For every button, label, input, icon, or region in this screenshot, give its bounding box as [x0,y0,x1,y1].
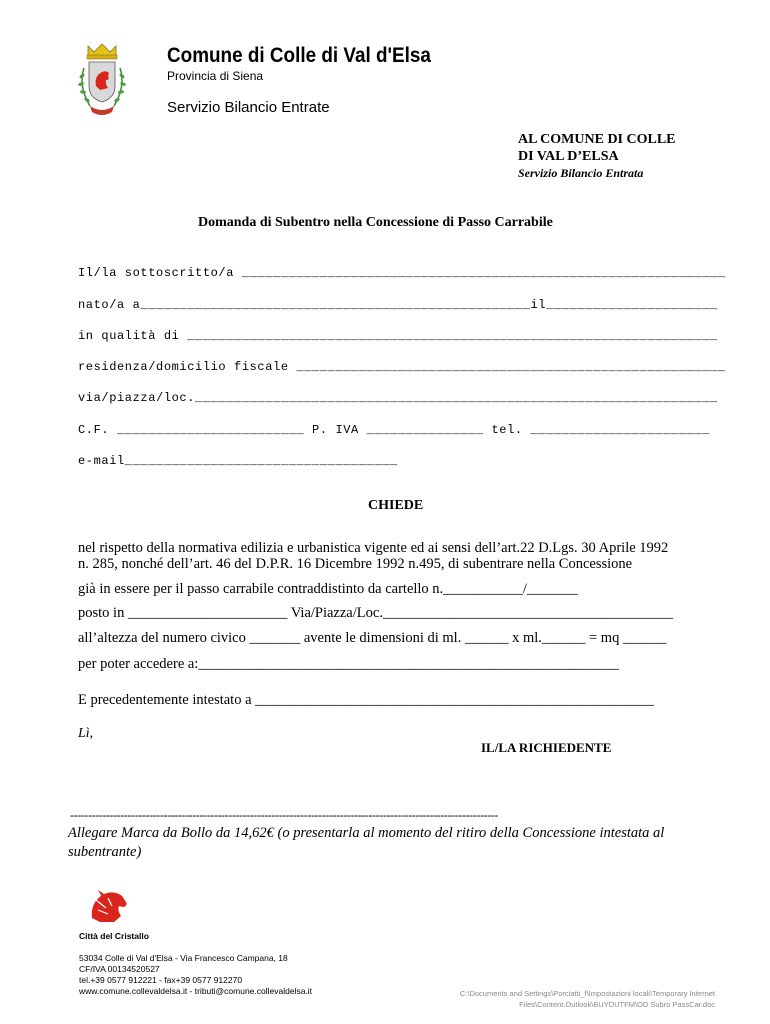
footer-web-link[interactable]: www.comune.collevaldelsa.it - tributi@comune.collevaldelsa.it [79,986,313,996]
recipient-line-2: DI VAL D’ELSA [518,149,619,164]
footer-phone: tel.+39 0577 912221 - fax+39 0577 912270 [79,975,243,985]
field-sign-number[interactable]: già in essere per il passo carrabile contraddistinto da cartello n.___________/_______ [78,581,578,597]
municipal-crest-logo [72,42,132,122]
city-of-crystal-logo [88,888,130,926]
field-previous-holder[interactable]: E precedentemente intestato a _______________________________________________________ [78,692,654,708]
request-heading: CHIEDE [368,498,424,513]
field-location[interactable]: posto in ______________________ Via/Piazza/Loc.________________________________________ [78,605,673,621]
field-fiscal-residence[interactable]: residenza/domicilio fiscale _______________________________________________________ [78,360,726,374]
recipient-line-1: AL COMUNE DI COLLE [518,132,676,147]
recipient-service: Servizio Bilancio Entrata [518,166,644,180]
footer-vat: CF/IVA 00134520527 [79,964,160,974]
footer-address: 53034 Colle di Val d'Elsa - Via Francesco Campana, 18 [79,953,288,963]
field-birthplace-date[interactable]: nato/a a__________________________________________________il______________________ [78,298,718,312]
field-civic-dimensions[interactable]: all’altezza del numero civico _______ avente le dimensioni di ml. ______ x ml.______ = mq ______ [78,630,667,646]
field-email[interactable]: e-mail___________________________________ [78,454,398,468]
stamp-duty-note: Allegare Marca da Bollo da 14,62€ (o presentarla al momento del ritiro della Concessione intestata al subentrante) [68,825,665,860]
field-applicant-name[interactable]: Il/la sottoscritto/a ______________________________________________________________ [78,266,726,280]
province-label: Provincia di Siena [167,69,264,83]
field-street[interactable]: via/piazza/loc.___________________________________________________________________ [78,391,718,405]
request-paragraph-line-1: nel rispetto della normativa edilizia e urbanistica vigente ed ai sensi dell’art.22 D.Lgs. 30 Aprile 1992 [78,540,669,556]
separator-line: ----------------------------------------------------------------------------------------------------------------------- [70,808,498,822]
city-label: Città del Cristallo [79,931,149,941]
document-title: Domanda di Subentro nella Concessione di Passo Carrabile [198,215,553,230]
signature-label: IL/LA RICHIEDENTE [481,740,612,755]
request-paragraph-line-2: n. 285, nonché dell’art. 46 del D.P.R. 16 Dicembre 1992 n.495, di subentrare nella Concessione [78,556,633,572]
field-access-to[interactable]: per poter accedere a:__________________________________________________________ [78,656,619,672]
footer-file-path: C:\Documents and Settings\Porciatti_f\Impostazioni locali\Temporary Internet Files\Content.Outlook\BUYDUTFM\OD Subro PassCar.doc [459,989,715,1009]
municipality-title: Comune di Colle di Val d'Elsa [167,44,431,67]
field-capacity[interactable]: in qualità di ____________________________________________________________________ [78,329,718,343]
field-cf-vat-phone[interactable]: C.F. ________________________ P. IVA _______________ tel. _______________________ [78,423,710,437]
service-label: Servizio Bilancio Entrate [167,99,330,116]
signature-place: Lì, [78,726,94,741]
